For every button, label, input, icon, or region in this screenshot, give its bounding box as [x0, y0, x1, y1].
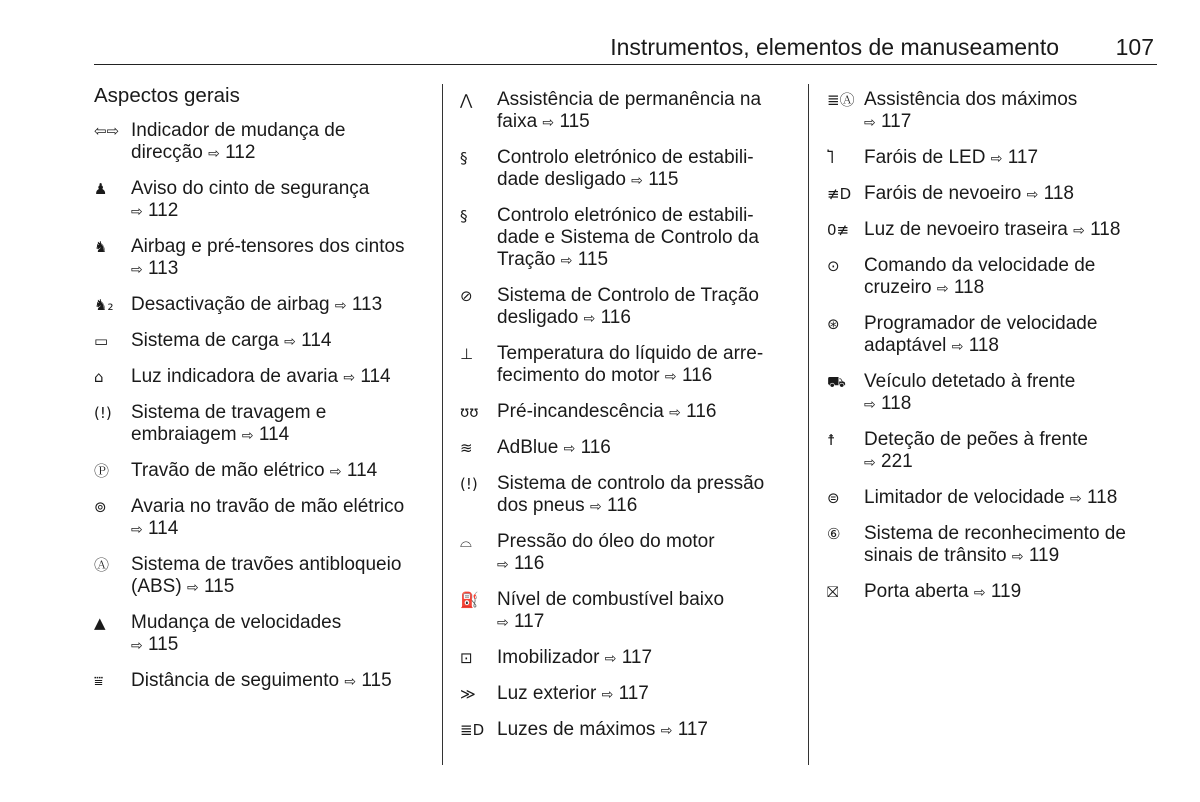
entry-line: Assistência dos máximos	[864, 89, 1078, 110]
page-ref-arrow-icon: ⇨	[131, 262, 143, 278]
entry-line: Pré-incandescência	[497, 401, 664, 422]
page-ref-arrow-icon: ⇨	[589, 499, 602, 515]
page-reference[interactable]: 118	[953, 277, 985, 298]
entry-text	[864, 487, 1157, 510]
entry-text	[497, 589, 790, 634]
indicator-entry	[94, 496, 424, 554]
entry-text	[864, 147, 1157, 170]
entry-line: embraiagem	[131, 424, 237, 445]
indicator-entry	[94, 554, 424, 612]
page-ref-arrow-icon: ⇨	[334, 298, 347, 314]
indicator-entry	[460, 719, 790, 755]
page-reference[interactable]: 116	[514, 553, 545, 574]
page-reference[interactable]: 117	[677, 719, 708, 740]
entry-line: Aviso do cinto de segurança	[131, 178, 370, 199]
entry-line: Pressão do óleo do motor	[497, 531, 715, 552]
entry-text	[864, 371, 1157, 416]
entry-line: Desactivação de airbag	[131, 294, 330, 315]
indicator-entry	[94, 330, 424, 366]
entry-line: Sistema de reconhecimento de	[864, 523, 1126, 544]
page-ref-arrow-icon: ⇨	[990, 151, 1003, 167]
entry-line: faixa	[497, 111, 538, 132]
page-reference[interactable]: 115	[203, 576, 235, 597]
pedestrian-ahead-icon: ☨	[827, 431, 836, 449]
entry-line: sinais de trânsito	[864, 545, 1007, 566]
entry-line: dade e Sistema de Controlo da	[497, 227, 759, 248]
entry-line: Sistema de carga	[131, 330, 279, 351]
page-ref-arrow-icon: ⇨	[208, 146, 220, 162]
abs-icon: Ⓐ	[94, 556, 110, 574]
entry-line: adaptável	[864, 335, 947, 356]
page-reference[interactable]: 221	[881, 451, 913, 472]
indicator-entry	[94, 402, 424, 460]
page-reference[interactable]: 113	[148, 258, 179, 279]
page-reference[interactable]: 118	[1090, 219, 1121, 240]
entry-line: Luz de nevoeiro traseira	[864, 219, 1068, 240]
entry-line: Sistema de travagem e	[131, 402, 327, 423]
indicator-entry	[94, 612, 424, 670]
indicator-entry	[94, 236, 424, 294]
entry-text	[497, 719, 790, 742]
page-ref-arrow-icon: ⇨	[563, 441, 576, 457]
entry-text	[131, 330, 424, 353]
entry-text	[864, 219, 1157, 242]
page-reference[interactable]: 118	[1043, 183, 1074, 204]
entry-line: Temperatura do líquido de arre-	[497, 343, 764, 364]
indicator-entry	[94, 120, 424, 178]
entry-text	[131, 120, 424, 165]
indicator-entry	[460, 531, 790, 589]
high-beam-icon: ≣D	[460, 721, 485, 739]
indicator-entry	[827, 581, 1157, 617]
entry-text	[497, 531, 790, 576]
page-ref-arrow-icon: ⇨	[131, 638, 143, 654]
indicator-entry	[94, 460, 424, 496]
entry-line: (ABS)	[131, 576, 182, 597]
page-ref-arrow-icon: ⇨	[344, 674, 357, 690]
page-ref-arrow-icon: ⇨	[631, 173, 643, 189]
entry-text	[131, 496, 424, 541]
indicator-entry	[827, 371, 1157, 429]
entry-line: Tração	[497, 249, 556, 270]
page-ref-arrow-icon: ⇨	[864, 455, 876, 471]
indicator-entry	[827, 255, 1157, 313]
page-reference[interactable]: 118	[968, 335, 999, 356]
page-ref-arrow-icon: ⇨	[973, 585, 986, 601]
page-ref-arrow-icon: ⇨	[497, 557, 509, 573]
indicator-entry	[827, 219, 1157, 255]
page-reference[interactable]: 118	[881, 393, 912, 414]
traffic-sign-recognition-icon: ⑥	[827, 525, 841, 543]
column-divider	[808, 84, 809, 765]
entry-text	[864, 89, 1157, 134]
entry-text	[131, 554, 424, 599]
low-fuel-icon: ⛽	[460, 591, 479, 609]
entry-line: Deteção de peões à frente	[864, 429, 1088, 450]
page-reference[interactable]: 112	[225, 142, 256, 163]
page-reference[interactable]: 116	[606, 495, 638, 516]
entry-line: Controlo eletrónico de estabili-	[497, 205, 754, 226]
entry-line: Faróis de nevoeiro	[864, 183, 1022, 204]
page-reference[interactable]: 119	[990, 581, 1022, 602]
page-reference[interactable]: 114	[258, 424, 290, 445]
entry-line: Veículo detetado à frente	[864, 371, 1076, 392]
entry-line: AdBlue	[497, 437, 559, 458]
entry-text	[497, 89, 790, 134]
entry-text	[497, 147, 790, 192]
page-reference[interactable]: 117	[618, 683, 649, 704]
entry-line: Travão de mão elétrico	[131, 460, 325, 481]
led-headlights-icon: Ⴈ	[827, 149, 834, 167]
entry-line: cruzeiro	[864, 277, 932, 298]
section-heading: Aspectos gerais	[94, 84, 240, 107]
entry-text	[131, 294, 424, 317]
entry-line: Luzes de máximos	[497, 719, 656, 740]
entry-line: dade desligado	[497, 169, 626, 190]
entry-text	[131, 178, 424, 223]
page-ref-arrow-icon: ⇨	[1069, 491, 1082, 507]
entry-line: Indicador de mudança de	[131, 120, 346, 141]
entry-text	[864, 523, 1157, 568]
page-reference[interactable]: 114	[346, 460, 378, 481]
indicator-entry	[460, 401, 790, 437]
entry-text	[864, 183, 1157, 206]
page-reference[interactable]: 114	[360, 366, 391, 387]
high-beam-assist-icon: ≣Ⓐ	[827, 91, 855, 109]
indicator-entry	[460, 589, 790, 647]
page-reference[interactable]: 116	[600, 307, 631, 328]
indicator-entry	[827, 429, 1157, 487]
entry-text	[864, 429, 1157, 474]
entry-line: Luz indicadora de avaria	[131, 366, 339, 387]
entry-line: direcção	[131, 142, 203, 163]
page-reference[interactable]: 114	[301, 330, 332, 351]
entry-line: Airbag e pré-tensores dos cintos	[131, 236, 405, 257]
entry-line: Comando da velocidade de	[864, 255, 1096, 276]
lane-keep-assist-icon: ⋀	[460, 91, 473, 109]
rear-fog-light-icon: 0≢	[827, 221, 850, 239]
entry-line: Mudança de velocidades	[131, 612, 342, 633]
entry-text	[497, 343, 790, 388]
page-reference[interactable]: 113	[351, 294, 383, 315]
entry-text	[131, 366, 424, 389]
entry-text	[131, 460, 424, 483]
turn-signal-icon: ⇦⇨	[94, 122, 120, 140]
entry-text	[131, 670, 424, 693]
door-open-icon: ⛝	[827, 583, 839, 601]
page-reference[interactable]: 118	[1086, 487, 1118, 508]
entry-line: Sistema de travões antibloqueio	[131, 554, 402, 575]
airbag-icon: ♞	[94, 238, 108, 256]
brake-system-icon: (!)	[94, 404, 112, 422]
page-ref-arrow-icon: ⇨	[1011, 549, 1024, 565]
indicator-entry	[460, 89, 790, 147]
following-distance-icon: ⩸	[94, 672, 104, 690]
header-title: Instrumentos, elementos de manuseamento	[610, 34, 1059, 60]
entry-line: Limitador de velocidade	[864, 487, 1065, 508]
entry-line: Porta aberta	[864, 581, 969, 602]
indicator-entry	[94, 670, 424, 706]
entry-text	[497, 647, 790, 670]
entry-line: Avaria no travão de mão elétrico	[131, 496, 405, 517]
page-ref-arrow-icon: ⇨	[131, 204, 143, 220]
entry-line: Programador de velocidade	[864, 313, 1098, 334]
page-reference[interactable]: 114	[148, 518, 179, 539]
page-ref-arrow-icon: ⇨	[660, 723, 673, 739]
page-ref-arrow-icon: ⇨	[343, 370, 356, 386]
entry-text	[131, 612, 424, 657]
page-header	[94, 30, 1157, 65]
entry-line: dos pneus	[497, 495, 585, 516]
page-ref-arrow-icon: ⇨	[241, 428, 254, 444]
gear-shift-icon: ▲	[94, 614, 106, 632]
entry-text	[497, 205, 790, 272]
entry-text	[497, 473, 790, 518]
indicator-entry	[460, 683, 790, 719]
page-ref-arrow-icon: ⇨	[936, 281, 949, 297]
indicator-entry	[827, 487, 1157, 523]
indicator-entry	[827, 523, 1157, 581]
page-ref-arrow-icon: ⇨	[497, 615, 509, 631]
battery-icon: ▭	[94, 332, 109, 350]
fog-lights-icon: ≢D	[827, 185, 852, 203]
page-ref-arrow-icon: ⇨	[131, 522, 143, 538]
page-reference[interactable]: 117	[621, 647, 653, 668]
indicator-entry	[94, 366, 424, 402]
page-reference[interactable]: 117	[881, 111, 912, 132]
entry-text	[497, 285, 790, 330]
column-2	[460, 80, 790, 755]
page-ref-arrow-icon: ⇨	[1073, 223, 1085, 239]
adaptive-cruise-control-icon: ⊛	[827, 315, 840, 333]
esc-icon: §	[460, 207, 468, 225]
page-ref-arrow-icon: ⇨	[664, 369, 677, 385]
indicator-entry	[827, 183, 1157, 219]
page-reference[interactable]: 115	[559, 111, 590, 132]
column-1	[94, 80, 424, 706]
esc-off-icon: §	[460, 149, 468, 167]
indicator-entry	[827, 147, 1157, 183]
page-ref-arrow-icon: ⇨	[329, 464, 342, 480]
column-divider	[442, 84, 443, 765]
page-reference[interactable]: 117	[514, 611, 545, 632]
entry-line: Controlo eletrónico de estabili-	[497, 147, 754, 168]
page-reference[interactable]: 119	[1028, 545, 1060, 566]
entry-line: Assistência de permanência na	[497, 89, 762, 110]
page-number: 107	[1115, 34, 1154, 60]
indicator-entry	[460, 147, 790, 205]
glow-plug-icon: ʊʊ	[460, 403, 479, 421]
entry-line: Imobilizador	[497, 647, 600, 668]
page-ref-arrow-icon: ⇨	[864, 397, 876, 413]
indicator-entry	[827, 89, 1157, 147]
coolant-temperature-icon: ⊥	[460, 345, 474, 363]
entry-line: Faróis de LED	[864, 147, 986, 168]
page-reference[interactable]: 115	[148, 634, 179, 655]
indicator-entry	[460, 205, 790, 285]
entry-line: Luz exterior	[497, 683, 597, 704]
page-reference[interactable]: 115	[577, 249, 609, 270]
entry-line: Nível de combustível baixo	[497, 589, 725, 610]
page-reference[interactable]: 116	[686, 401, 717, 422]
indicator-entry	[94, 178, 424, 236]
cruise-control-icon: ⊙	[827, 257, 840, 275]
page-ref-arrow-icon: ⇨	[542, 115, 555, 131]
page-ref-arrow-icon: ⇨	[186, 580, 199, 596]
traction-control-off-icon: ⊘	[460, 287, 473, 305]
page-reference[interactable]: 117	[1007, 147, 1039, 168]
vehicle-ahead-icon: ⛟	[827, 373, 846, 391]
exterior-light-icon: ≫	[460, 685, 476, 703]
entry-text	[864, 255, 1157, 300]
page-ref-arrow-icon: ⇨	[601, 687, 614, 703]
parking-brake-fault-icon: ⊚	[94, 498, 107, 516]
page-ref-arrow-icon: ⇨	[284, 334, 296, 350]
entry-line: fecimento do motor	[497, 365, 660, 386]
indicator-entry	[460, 473, 790, 531]
page-ref-arrow-icon: ⇨	[864, 115, 876, 131]
speed-limiter-icon: ⊜	[827, 489, 840, 507]
airbag-deactivation-icon: ♞₂	[94, 296, 114, 314]
indicator-entry	[460, 343, 790, 401]
entry-text	[864, 581, 1157, 604]
entry-text	[131, 236, 424, 281]
entry-text	[131, 402, 424, 447]
adblue-icon: ≋	[460, 439, 473, 457]
indicator-entry	[94, 294, 424, 330]
entry-text	[497, 401, 790, 424]
entry-line: desligado	[497, 307, 579, 328]
page-reference[interactable]: 115	[361, 670, 392, 691]
entry-text	[497, 437, 790, 460]
page-ref-arrow-icon: ⇨	[1026, 187, 1039, 203]
indicator-entry	[827, 313, 1157, 371]
oil-pressure-icon: ⌓	[460, 533, 472, 551]
tire-pressure-icon: (!)	[460, 475, 478, 493]
entry-line: Distância de seguimento	[131, 670, 340, 691]
page-reference[interactable]: 116	[681, 365, 713, 386]
engine-malfunction-icon: ⌂	[94, 368, 104, 386]
seat-belt-icon: ♟	[94, 180, 108, 198]
page-ref-arrow-icon: ⇨	[583, 311, 596, 327]
entry-text	[864, 313, 1157, 358]
indicator-entry	[460, 285, 790, 343]
page-reference[interactable]: 115	[648, 169, 679, 190]
immobiliser-icon: ⊡	[460, 649, 473, 667]
entry-line: Sistema de Controlo de Tração	[497, 285, 759, 306]
page-ref-arrow-icon: ⇨	[951, 339, 964, 355]
entry-line: Sistema de controlo da pressão	[497, 473, 765, 494]
page-ref-arrow-icon: ⇨	[669, 405, 681, 421]
page-ref-arrow-icon: ⇨	[604, 651, 617, 667]
column-3	[827, 80, 1157, 617]
indicator-entry	[460, 647, 790, 683]
page-ref-arrow-icon: ⇨	[560, 253, 573, 269]
indicator-entry	[460, 437, 790, 473]
page-reference[interactable]: 112	[148, 200, 179, 221]
entry-text	[497, 683, 790, 706]
page-reference[interactable]: 116	[580, 437, 611, 458]
electric-parking-brake-icon: Ⓟ	[94, 462, 110, 480]
